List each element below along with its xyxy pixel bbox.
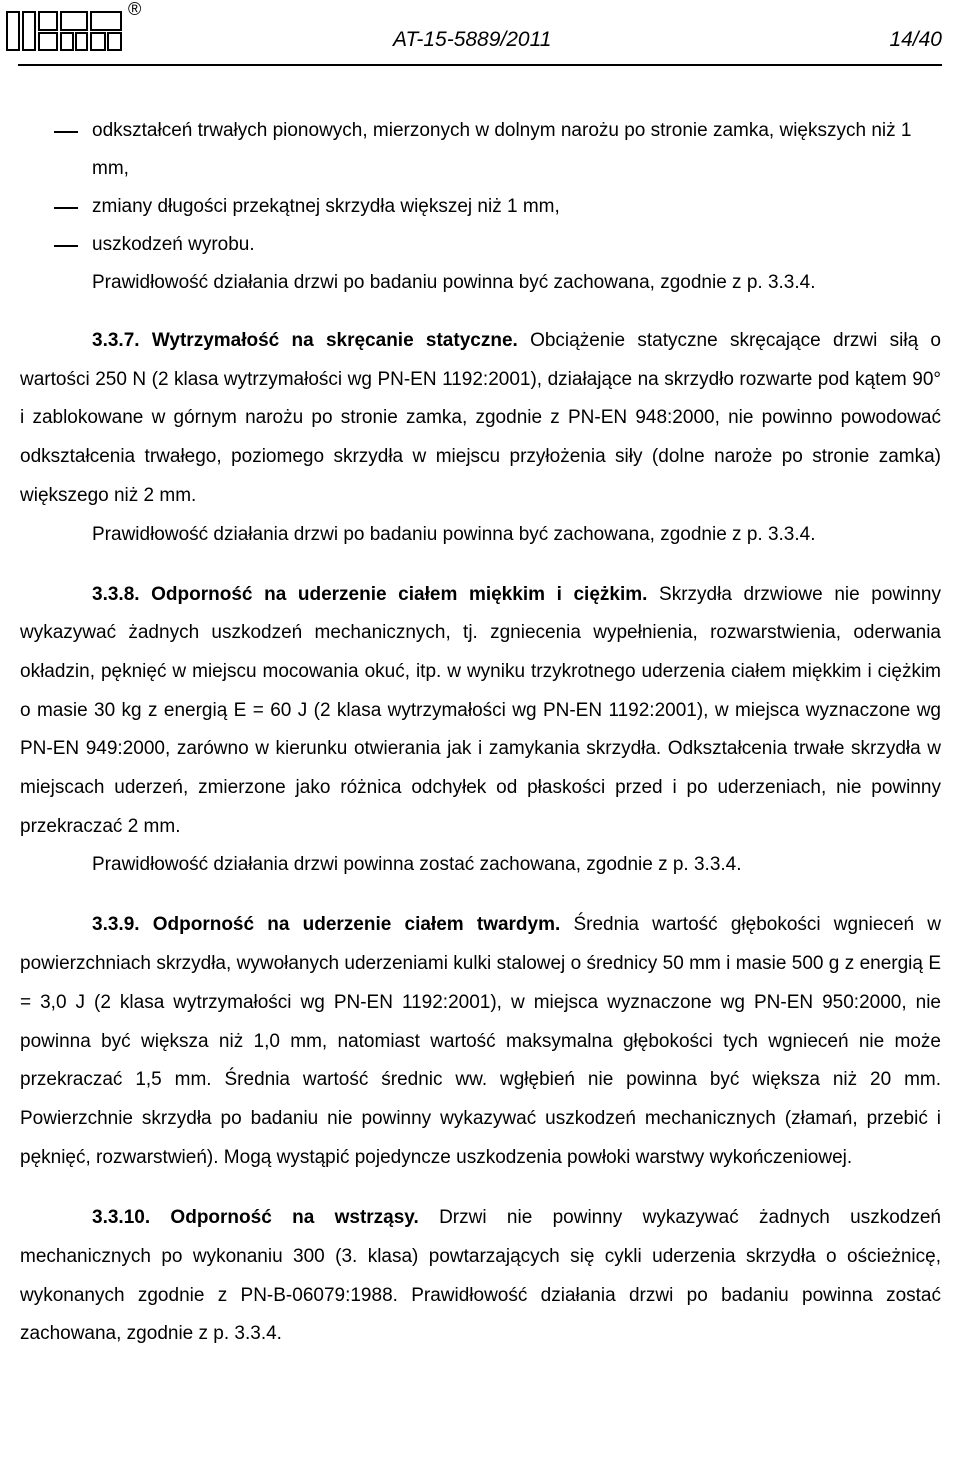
document-body: [20, 112, 941, 1354]
section-3-3-8: [20, 576, 941, 847]
section-3-3-9: [20, 906, 941, 1177]
functionality-note: Prawidłowość działania drzwi po badaniu powinna być zachowana, zgodnie z p. 3.3.4.: [92, 272, 816, 293]
functionality-note: Prawidłowość działania drzwi po badaniu powinna być zachowana, zgodnie z p. 3.3.4.: [92, 523, 816, 545]
functionality-note: Prawidłowość działania drzwi powinna zostać zachowana, zgodnie z p. 3.3.4.: [92, 854, 742, 876]
section-heading: 3.3.8. Odporność na uderzenie ciałem miękkim i ciężkim.: [92, 583, 648, 605]
list-item: odkształceń trwałych pionowych, mierzonych w dolnym narożu po stronie zamka, większych niż 1 mm,: [20, 112, 941, 188]
itb-logo-icon: [6, 6, 124, 52]
page-number: 14/40: [889, 28, 942, 51]
list-item: zmiany długości przekątnej skrzydła większej niż 1 mm,: [20, 188, 941, 226]
section-heading: 3.3.10. Odporność na wstrząsy.: [92, 1207, 419, 1229]
section-text: Średnia wartość głębokości wgnieceń w powierzchniach skrzydła, wywołanych uderzeniami kulki stalowej o średnicy 50 mm i masie 500 g z energią E = 3,0 J (2 klasa wytrzymałości wg PN-EN 1192:2001), w miejsca wyznaczone wg PN-EN 950:2000, nie powinna być większa niż 1,0 mm, natomiast wartość maksymalna głębokości tych wgnieceń nie może przekraczać 1,5 mm. Średnia wartość średnic ww. wgłębień nie powinna być większa niż 20 mm. Powierzchnie skrzydła po badaniu nie powinny wykazywać uszkodzeń mechanicznych (złamań, przebić i pęknięć, rozwarstwień). Mogą wystąpić pojedyncze uszkodzenia powłoki warstwy wykończeniowej.: [20, 914, 942, 1168]
section-3-3-10: [20, 1199, 941, 1354]
section-heading: 3.3.7. Wytrzymałość na skręcanie statyczne.: [92, 330, 518, 351]
section-heading: 3.3.9. Odporność na uderzenie ciałem twardym.: [92, 914, 561, 936]
document-id: AT-15-5889/2011: [393, 28, 552, 51]
section-3-3-7: [20, 322, 941, 516]
section-text: Obciążenie statyczne skręcające drzwi siłą o wartości 250 N (2 klasa wytrzymałości wg PN-EN 1192:2001), działające na skrzydło rozwarte pod kątem 90° i zablokowane w górnym narożu po stronie zamka, zgodnie z PN-EN 948:2000, nie powinno powodować odkształcenia trwałego, poziomego skrzydła w miejscu przyłożenia siły (dolne naroże po stronie zamka) większego niż 2 mm.: [20, 330, 941, 506]
section-text: Drzwi nie powinny wykazywać żadnych uszkodzeń mechanicznych po wykonaniu 300 (3. klasa) powtarzających się cykli uderzenia skrzydła o ościeżnicę, wykonanych zgodnie z PN-B-06079:1988. Prawidłowość działania drzwi po badaniu powinna zostać zachowana, zgodnie z p. 3.3.4.: [20, 1207, 941, 1345]
list-item: uszkodzeń wyrobu.: [20, 226, 941, 264]
section-text: Skrzydła drzwiowe nie powinny wykazywać żadnych uszkodzeń mechanicznych, tj. zgniecenia wypełnienia, rozwarstwienia, oderwania okładzin, pęknięć w miejscu mocowania okuć, itp. w wyniku trzykrotnego uderzenia ciałem miękkim i ciężkim o masie 30 kg z energią E = 60 J (2 klasa wytrzymałości wg PN-EN 1192:2001), w miejsca wyznaczone wg PN-EN 949:2000, zarówno w kierunku otwierania jak i zamykania skrzydła. Odkształcenia trwałe skrzydła w miejscach uderzeń, zmierzone jako różnica odchyłek od płaskości przed i po uderzeniach, nie powinny przekraczać 2 mm.: [20, 583, 941, 837]
header-rule: [18, 64, 942, 66]
registered-mark: ®: [128, 0, 142, 19]
